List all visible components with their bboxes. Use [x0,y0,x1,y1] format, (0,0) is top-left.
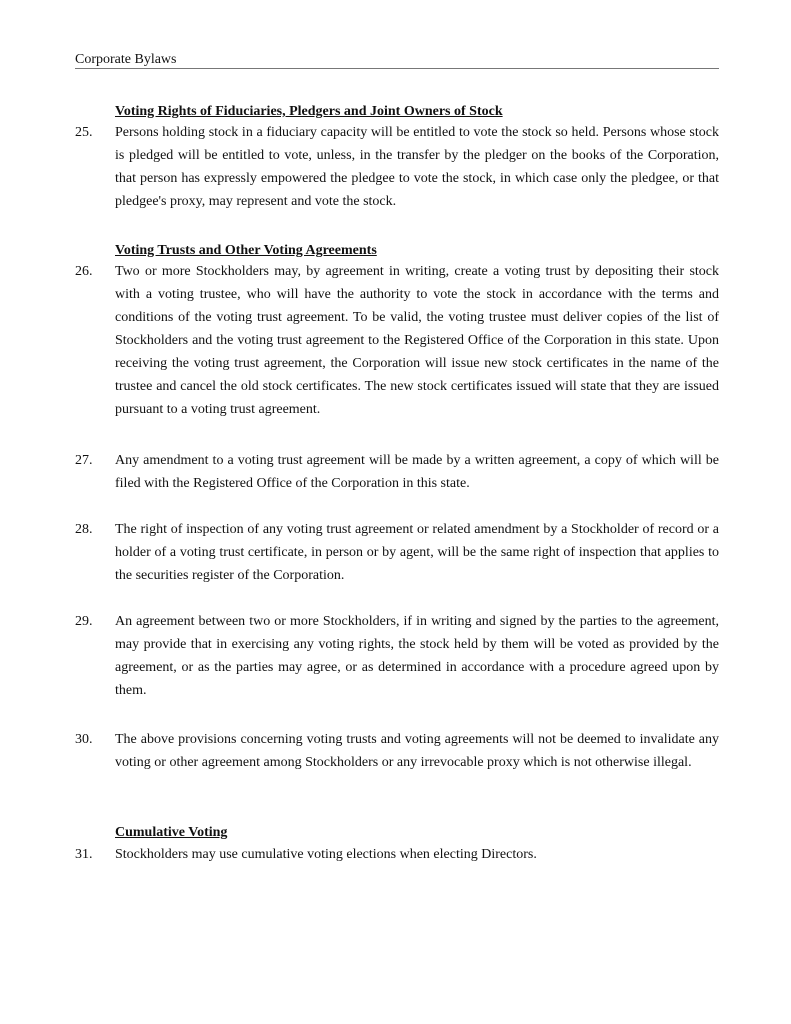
header-divider [75,68,719,69]
clause-number: 26. [75,264,93,279]
clause-29 [75,610,720,702]
clause-31 [75,843,720,866]
document-title: Corporate Bylaws [75,52,177,67]
clause-text: An agreement between two or more Stockholders, if in writing and signed by the parties to the agreement, may provide that in exercising any voting rights, the stock held by them will be voted as provided by the agreement, or as the parties may agree, or as determined in accordance with a procedure agreed upon by them. [115,614,719,698]
clause-30 [75,728,720,774]
clause-28 [75,518,720,587]
clause-number: 29. [75,614,93,629]
clause-number: 28. [75,522,93,537]
section-heading-cumulative-voting: Cumulative Voting [115,825,228,840]
clause-number: 30. [75,732,93,747]
clause-27 [75,449,720,495]
clause-26 [75,260,720,421]
section-heading-voting-trusts: Voting Trusts and Other Voting Agreements [115,243,377,258]
clause-number: 27. [75,453,93,468]
clause-text: Persons holding stock in a fiduciary capacity will be entitled to vote the stock so held. Persons whose stock is pledged will be entitled to vote, unless, in the transfer by the pledger on the books of the Corporation, that person has expressly empowered the pledgee to vote the stock, in which case only the pledgee, or that pledgee's proxy, may represent and vote the stock. [115,125,719,209]
clause-text: The above provisions concerning voting trusts and voting agreements will not be deemed to invalidate any voting or other agreement among Stockholders or any irrevocable proxy which is not otherwise illegal. [115,732,719,770]
section-heading-fiduciaries: Voting Rights of Fiduciaries, Pledgers and Joint Owners of Stock [115,104,503,119]
clause-text: Any amendment to a voting trust agreement will be made by a written agreement, a copy of which will be filed with the Registered Office of the Corporation in this state. [115,453,719,491]
clause-text: Two or more Stockholders may, by agreement in writing, create a voting trust by depositing their stock with a voting trustee, who will have the authority to vote the stock in accordance with the terms and conditions of the voting trust agreement. To be valid, the voting trustee must deliver copies of the list of Stockholders and the voting trust agreement to the Registered Office of the Corporation in this state. Upon receiving the voting trust agreement, the Corporation will issue new stock certificates in the name of the trustee and cancel the old stock certificates. The new stock certificates issued will state that they are issued pursuant to a voting trust agreement. [115,264,719,417]
clause-25 [75,121,720,213]
clause-number: 25. [75,125,93,140]
clause-number: 31. [75,847,93,862]
clause-text: Stockholders may use cumulative voting elections when electing Directors. [115,847,537,862]
page-header [75,52,719,70]
clause-text: The right of inspection of any voting trust agreement or related amendment by a Stockholder of record or a holder of a voting trust certificate, in person or by agent, will be the same right of inspection that applies to the securities register of the Corporation. [115,522,719,583]
